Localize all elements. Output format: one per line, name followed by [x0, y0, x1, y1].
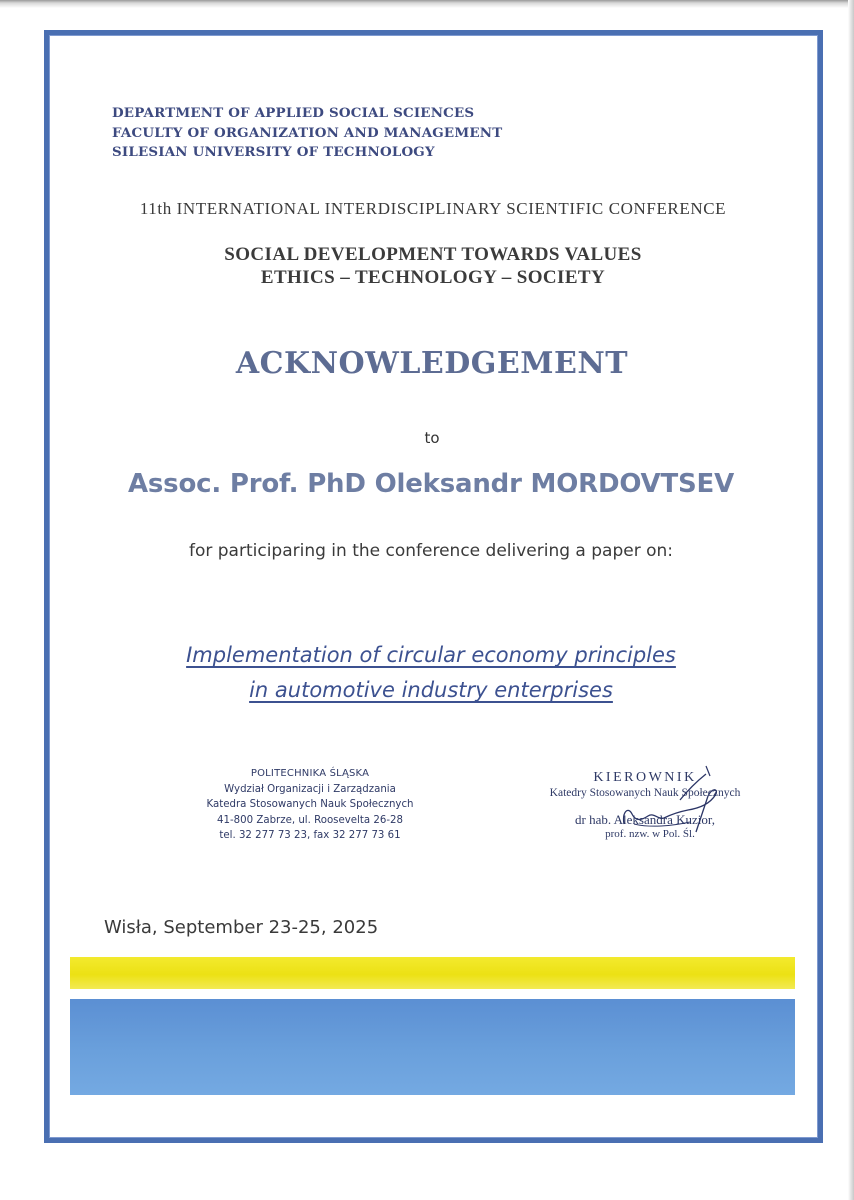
- university-stamp-line-1: POLITECHNIKA ŚLĄSKA: [250, 768, 370, 779]
- university-stamp-line-3: Katedra Stosowanych Nauk Społecznych: [206, 799, 414, 811]
- to-label: to: [424, 429, 440, 447]
- conference-theme-line-1: SOCIAL DEVELOPMENT TOWARDS VALUES: [224, 244, 642, 265]
- certificate-title: ACKNOWLEDGEMENT: [235, 346, 629, 381]
- head-stamp-subtitle: Katedry Stosowanych Nauk Społecznych: [549, 787, 741, 799]
- conference-theme-line-2: ETHICS – TECHNOLOGY – SOCIETY: [260, 267, 606, 288]
- blue-band: [70, 999, 795, 1095]
- university-stamp: [190, 766, 430, 844]
- scan-edge-right: [848, 0, 854, 1200]
- department-line-2: FACULTY OF ORGANIZATION AND MANAGEMENT: [112, 124, 503, 141]
- university-stamp-line-5: tel. 32 277 73 23, fax 32 277 73 61: [219, 830, 401, 842]
- head-stamp-name: dr hab. Aleksandra Kuzior,: [575, 812, 715, 827]
- yellow-band: [70, 957, 795, 989]
- scan-edge-top: [0, 0, 854, 8]
- recipient-name: Assoc. Prof. PhD Oleksandr MORDOVTSEV: [127, 469, 735, 499]
- university-stamp-line-2: Wydział Organizacji i Zarządzania: [224, 783, 396, 795]
- head-stamp-position: prof. nzw. w Pol. Śl.: [605, 828, 695, 840]
- department-header: [112, 104, 502, 163]
- participation-text: for participaring in the conference delivering a paper on:: [188, 541, 674, 561]
- department-line-1: DEPARTMENT OF APPLIED SOCIAL SCIENCES: [112, 105, 475, 121]
- paper-title-line-1: Implementation of circular economy principles: [186, 643, 676, 667]
- place-and-date: Wisła, September 23-25, 2025: [104, 917, 379, 938]
- paper-title-line-2: in automotive industry enterprises: [249, 678, 613, 702]
- university-stamp-line-4: 41-800 Zabrze, ul. Roosevelta 26-28: [217, 814, 403, 826]
- department-line-3: SILESIAN UNIVERSITY OF TECHNOLOGY: [112, 144, 435, 160]
- head-stamp-title: KIEROWNIK: [593, 770, 697, 785]
- conference-theme: [0, 243, 854, 289]
- paper-title: [0, 638, 854, 708]
- conference-name: 11th INTERNATIONAL INTERDISCIPLINARY SCIENTIFIC CONFERENCE: [139, 199, 727, 218]
- handwritten-signature: [592, 762, 732, 842]
